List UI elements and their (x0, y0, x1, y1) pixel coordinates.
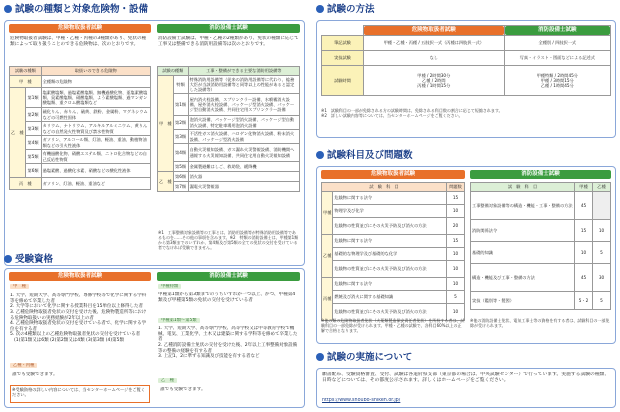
fire-tokurui: 甲種特類 (158, 284, 299, 290)
table-row: 基礎的知識 10 5 (471, 242, 611, 264)
table-row: 第3類 カリウム、ナトリウム、アルキルアルミニウム、黄りんなどの自然発火性物質及び禁水性物質 (10, 122, 151, 136)
haz-bar: 危険物取扱者試験 (9, 24, 151, 33)
table-header: 甲種 (575, 183, 593, 192)
haz-otsu-text: 誰でも受験できます。 (12, 372, 58, 377)
table-row: 構造・機能及び工事・整備の方法 45 30 (471, 264, 611, 292)
bullet-icon (4, 255, 12, 263)
table-row: 甲 種 全種類の危険物 (10, 76, 151, 88)
table-header: 工事・整備ができる主要な消防用設備等 (188, 67, 299, 76)
table-header: 問題数 (447, 183, 465, 192)
table-row: 第6類 過塩素酸、過酸化水素、硝酸などの酸化性液体 (10, 164, 151, 178)
table-row: 消防関係法令 15 10 (471, 220, 611, 242)
table-row: 第2類 硫化りん、赤りん、硫黄、鉄粉、金属粉、マグネシウムなどの可燃性固体 (10, 108, 151, 122)
bullet-icon (316, 5, 324, 13)
table-header: 乙種 (593, 183, 611, 192)
section-title-subjects: 試験科目及び問題数 (316, 150, 413, 162)
table-row: 筆記試験 甲種・乙種・丙種 / 五肢択一式（丙種は四肢択一式） 全種別 / 四肢択一式 (322, 36, 611, 51)
table-row: 物理学及び化学 10 (322, 205, 465, 218)
implementation-text: 願書配布、受験資格審査、受付、試験は各道府県支部（東京都の場合は、中央試験センター）で行っています。実施する試験の種類、日時などについては、その都度公示されます。詳しくはホームページをご覧ください。 (322, 372, 610, 383)
table-row: 試験時間 甲種 / 2時間30分 乙種 / 2時間 丙種 / 1時間15分 甲種特類 / 2時間45分 甲種 / 3時間15分 乙種 / 1時間45分 (322, 66, 611, 96)
haz-bar-3: 危険物取扱者試験 (364, 26, 504, 35)
table-row: 危険物の性質並びにその火災予防及び消火の方法 10 (322, 261, 465, 278)
table-header: 試 験 科 目 (322, 183, 447, 192)
table-row: 危険物の性質並びにその火災予防及び消火の方法 20 (322, 218, 465, 235)
haz-subject-note: ※他の類の危険物取扱者免状（火薬類製造保安責任者免状）を所持する者は、試験科目の一部免除が受けられます。甲種・乙種の試験で、各科目60%以上の正解で合格となります。 (321, 318, 465, 333)
table-row: 甲 種 特類 特殊消防用設備等（従来の消防用設備等に代わり、総務大臣が当該消防用設備等と同等以上の性能があると認定した設備等） (158, 76, 300, 94)
table-row: 第5類 金属製避難はしご、救助袋、緩降機 (158, 162, 300, 172)
table-row: 乙種 危険物に関する法令 15 (322, 235, 465, 248)
section-title-eligibility: 受験資格 (4, 254, 53, 266)
haz-subject-table (321, 182, 465, 321)
section-title-method: 試験の方法 (316, 4, 375, 16)
fire-otsu: 乙 種 (158, 378, 299, 384)
table-row: 工事整備対象設備等の構造・機能・工事・整備の方法 45 (471, 192, 611, 220)
fire-k17: 甲種第1類～第5類 (158, 318, 299, 324)
section-title-types: 試験の種類と対象危険物・設備 (4, 4, 148, 16)
table-row: 乙 種 第1類 塩素酸塩類、過塩素酸塩類、無機過酸化物、亜塩素酸塩類、臭素酸塩類、硝酸塩類、よう素酸塩類、過マンガン酸塩類、重クロム酸塩類など (10, 88, 151, 108)
table-row: 燃焼及び消火に関する基礎知識 5 (322, 291, 465, 304)
method-table (321, 25, 611, 96)
table-row: 丙種 危険物に関する法令 10 (322, 278, 465, 291)
fire-subject-table (470, 182, 611, 310)
fire-eligibility-list: 1. 大学、短期大学、高等専門学校、高等学校又は中等教育学校で機械、電気、工業化学、土木又は建築に関する学科等を修めて卒業した者 2. 乙種消防設備士免状の交付を受けた後、2年以上工事整備対象設備等の整備の経験を有する者 3. 上記1、2に準ずる知識及び技能を有する者など (158, 326, 298, 360)
fire-types-notes: ※1 工事整備対象設備等の工事とは、消防用設備等が特殊消防用設備等であるものを……その他の事項を含みます。※2 特類の消防設備士は、甲種第1類から第3類までのいずれか、第4類及び第5類の全ての免状の交付を受けている者でなければ受験できません。 (158, 230, 299, 250)
table-header: 試 験 科 目 (471, 183, 575, 192)
fire-desc: 消防設備士試験は、甲種・乙種の2種類があり、免状の種類に応じて工事又は整備できる消防用設備等は次のとおりです。 (158, 36, 299, 47)
haz-bar-4: 危険物取扱者試験 (321, 170, 465, 179)
table-header: 試験の種類 (158, 67, 189, 76)
bullet-icon (4, 5, 12, 13)
haz-otsu: 乙種・丙種 (10, 363, 150, 369)
haz-kou: 甲 種 (10, 284, 150, 290)
table-row: 実技試験 なし 写真・イラスト・図面などによる記述式 (322, 51, 611, 66)
fire-bar: 消防設備士試験 (157, 24, 300, 33)
table-header: 試験の種類 (10, 67, 42, 76)
haz-eligibility-note: ※受験資格の詳しい内容については、当センターホームページをご覧ください。 (10, 385, 150, 403)
table-row: 第1類 屋内消火栓設備、スプリンクラー設備、水噴霧消火設備、屋外消火栓設備、パッケージ型消火設備、パッケージ型自動消火設備、共同住宅用スプリンクラー設備 (158, 94, 300, 116)
fire-otsu-text: 誰でも受験できます。 (160, 387, 206, 392)
table-row: 危険物の性質並びにその火災予防及び消火の方法 10 (322, 304, 465, 321)
haz-eligibility-list: 1. 大学、短期大学、高等専門学校、専修学校等で化学に関する学科等を修めて卒業した者 2. 大学等において化学に関する授業科目を15単位以上修得した者 3. 乙種危険物取扱者免状の交付を受けた後、危険物製造所等における危険物取扱いの実務経験が2年以上の者 4. 乙種危険物取扱者免状の交付を受けている者で、化学に関する学位を有する者 5. 次の4種類以上の乙種危険物取扱者免状の交付を受けている者 (1)第1類又は6類 (2)第2類又は4類 (3)第3類 (4)第5類 (10, 293, 147, 343)
table-row: 第4類 自動火災報知設備、ガス漏れ火災警報設備、消防機関へ通報する火災報知設備、共同住宅用自動火災報知設備 (158, 144, 300, 162)
fire-bar-3: 消防設備士試験 (505, 26, 610, 35)
method-notes: ※1 試験科目の一部が免除される方の試験時間は、免除される科目数の割合に応じて短縮されます。 ※2 詳しい試験内容等については、当センターホームページをご覧ください。 (321, 108, 503, 118)
fire-subject-note: ※他の消防設備士免状、電気工事士等の資格を有する者は、試験科目の一部免除が受けられます。 (470, 318, 610, 328)
table-header: 取扱いのできる危険物 (41, 67, 150, 76)
haz-types-table (9, 66, 151, 190)
fire-bar-4: 消防設備士試験 (470, 170, 611, 179)
haz-desc: 危険物取扱者試験は、甲種・乙種・丙種の3種類があり、免状の種類によって取り扱うことのできる危険物は、次のとおりです。 (10, 36, 147, 47)
bullet-icon (316, 353, 324, 361)
implementation-url[interactable]: https://www.shoubo-shiken.or.jp/ (322, 398, 401, 403)
bullet-icon (316, 151, 324, 159)
table-row: 第2類 泡消火設備、パッケージ型消火設備、パッケージ型自動消火設備、特定駐車場用泡消火設備 (158, 116, 300, 130)
table-row: 第5類 有機過酸化物、硝酸エステル類、ニトロ化合物などの自己反応性物質 (10, 150, 151, 164)
table-row: 第7類 漏電火災警報器 (158, 182, 300, 192)
section-title-implementation: 試験の実施について (316, 352, 412, 364)
table-row: 実技（鑑別等・製図） 5・2 5 (471, 292, 611, 310)
table-row: 第3類 不活性ガス消火設備、ハロゲン化物消火設備、粉末消火設備、パッケージ型消火設備 (158, 130, 300, 144)
fire-bar-2: 消防設備士試験 (157, 272, 300, 281)
fire-types-table (157, 66, 300, 192)
fire-tokurui-text: 甲種第1類から第3類までのうちいずれか一つ以上、かつ、甲種第4類及び甲種第5類の免状の交付を受けている者 (158, 292, 296, 303)
table-row: 乙 種 第6類 消火器 (158, 172, 300, 182)
table-row: 基礎的な物理学及び基礎的な化学 10 (322, 248, 465, 261)
table-row: 第4類 ガソリン、アルコール類、灯油、軽油、重油、動植物油類などの引火性液体 (10, 136, 151, 150)
table-row: 甲種 危険物に関する法令 15 (322, 192, 465, 205)
haz-bar-2: 危険物取扱者試験 (9, 272, 151, 281)
table-row: 丙 種 ガソリン、灯油、軽油、重油など (10, 178, 151, 190)
